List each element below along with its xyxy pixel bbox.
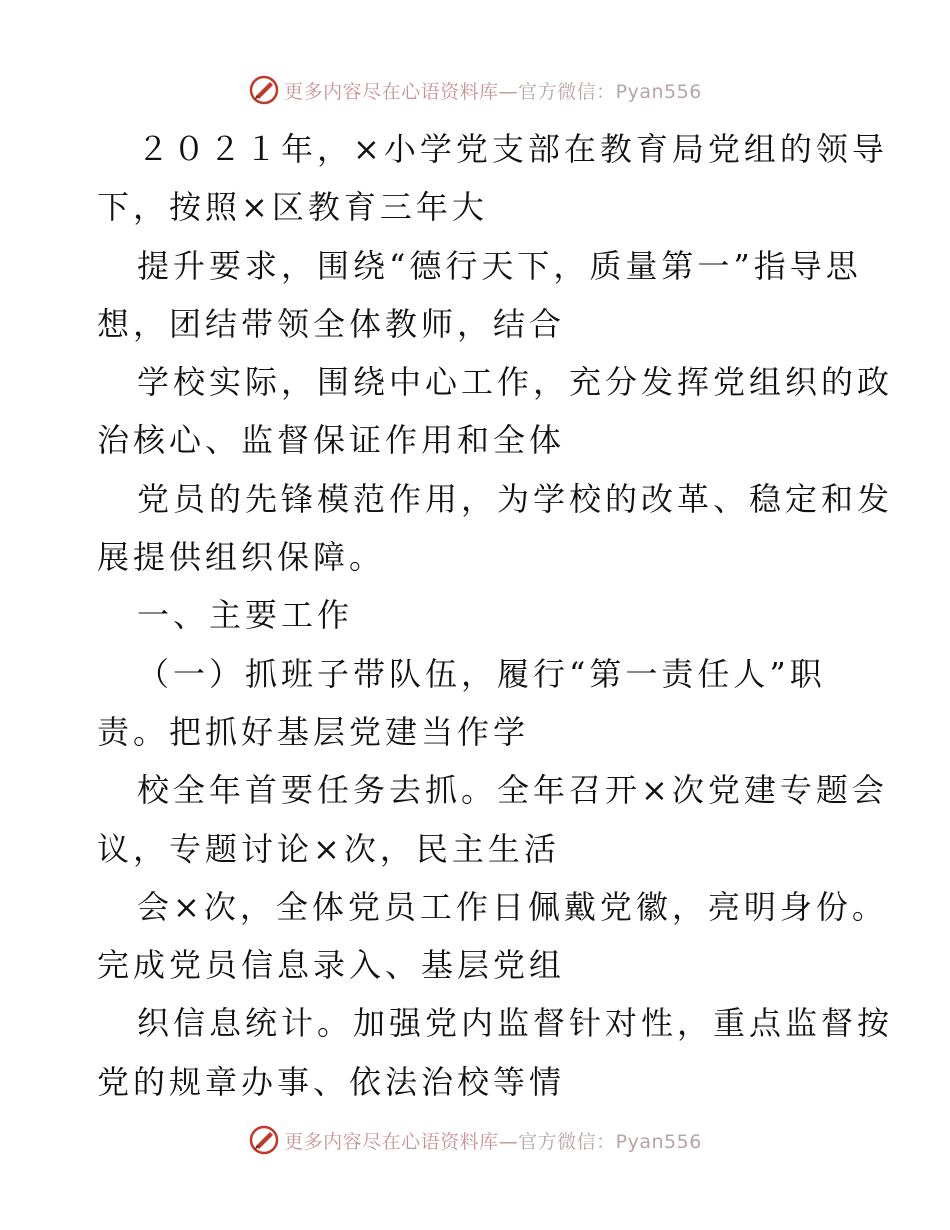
body-text-line: 提升要求，围绕“德行天下，质量第一”指导思 (137, 246, 862, 285)
body-text-line: 完成党员信息录入、基层党组 (97, 946, 566, 985)
document-body (97, 120, 894, 1111)
body-text-line: 会×次，全体党员工作日佩戴党徽，亮明身份。 (137, 887, 888, 926)
body-text-line: 责。把抓好基层党建当作学 (97, 712, 530, 751)
body-text-line: 展提供组织保障。 (97, 538, 386, 577)
footer-banner (0, 1120, 950, 1160)
body-text-line: 想，团结带领全体教师，结合 (97, 304, 566, 343)
body-text-line: 下，按照×区教育三年大 (97, 188, 488, 227)
body-text-line: 党员的先锋模范作用，为学校的改革、稳定和发 (137, 479, 894, 518)
brand-logo-icon (248, 1124, 280, 1156)
body-text-line: 校全年首要任务去抓。全年召开×次党建专题会 (137, 771, 888, 810)
body-text-line: ２０２１年，×小学党支部在教育局党组的领导 (137, 130, 888, 168)
body-text-line: 党的规章办事、依法治校等情 (97, 1062, 566, 1101)
header-banner (0, 70, 950, 110)
body-text-line: 织信息统计。加强党内监督针对性，重点监督按 (137, 1004, 894, 1043)
body-text-line: 治核心、监督保证作用和全体 (97, 421, 566, 460)
body-text-line: 议，专题讨论×次，民主生活 (97, 829, 560, 868)
body-text-line: 一、主要工作 (137, 596, 354, 635)
header-banner-text: 更多内容尽在心语资料库—官方微信：Pyan556 (284, 80, 702, 103)
brand-logo-icon (248, 74, 280, 106)
body-text-line: 学校实际，围绕中心工作，充分发挥党组织的政 (137, 363, 894, 402)
body-text-line: （一）抓班子带队伍，履行“第一责任人”职 (137, 654, 826, 693)
footer-banner-text: 更多内容尽在心语资料库—官方微信：Pyan556 (284, 1130, 702, 1153)
